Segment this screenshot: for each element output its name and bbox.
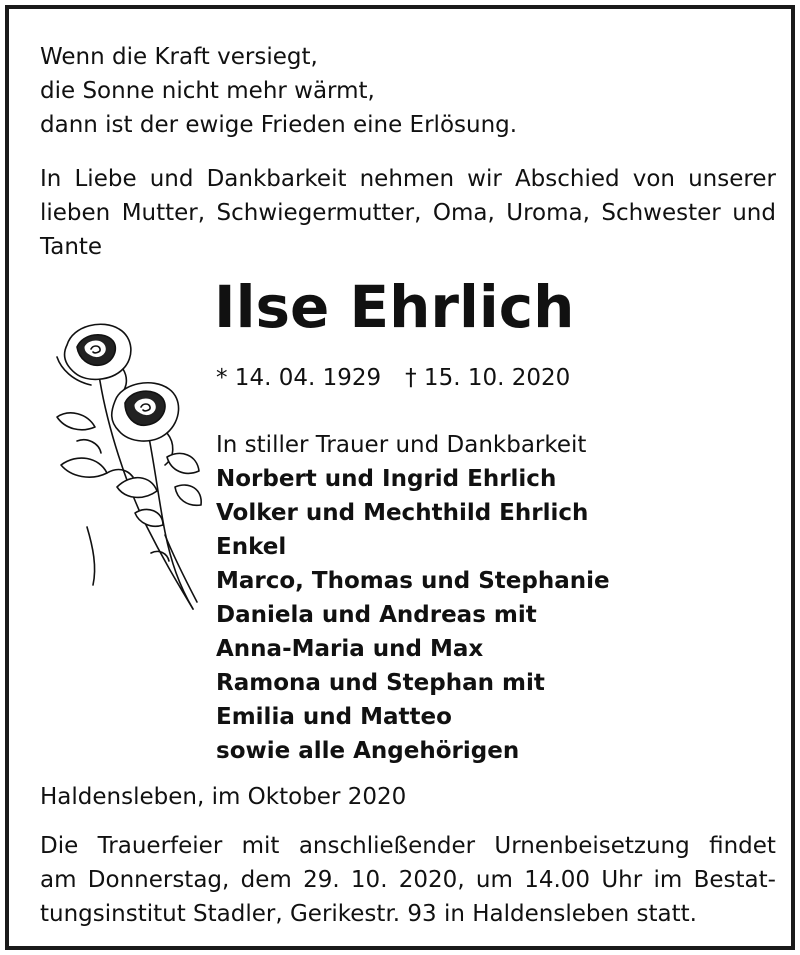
word: Oma, [432,200,495,226]
word: Donnerstag, [87,867,230,893]
leaf [61,458,107,477]
word: wir [467,166,502,192]
poem-line: dann ist der ewige Frieden eine Erlösung. [40,112,518,138]
word: Dankbarkeit [206,166,347,192]
word: mit [241,833,280,859]
word: 14.00 [524,867,591,893]
farewell-line-3: Tante [40,234,103,260]
word: und [149,166,194,192]
mourners [216,428,696,768]
mourner-line: Enkel [216,534,287,560]
rose-middle [112,383,179,465]
word: Mutter, [121,200,206,226]
word: Urnenbeisetzung [494,833,690,859]
place-and-date: Haldensleben, im Oktober 2020 [40,784,407,810]
mourner-line: sowie alle Angehörigen [216,738,520,764]
word: Die [40,833,79,859]
word: Schwiegermutter, [216,200,422,226]
word: anschließender [298,833,476,859]
rose-top [57,324,131,397]
word: 29. [303,867,340,893]
mourner-line: Emilia und Matteo [216,704,452,730]
word: im [653,867,683,893]
roses-icon [47,317,207,627]
word: Trauerfeier [97,833,223,859]
word: Uhr [601,867,643,893]
birth-date: * 14. 04. 1929 [216,365,382,391]
leaf [175,485,201,505]
service-line-2 [40,863,776,897]
poem-line: die Sonne nicht mehr wärmt, [40,78,375,104]
mourner-line: Anna-Maria und Max [216,636,484,662]
word: dem [240,867,292,893]
poem-line: Wenn die Kraft versiegt, [40,44,318,70]
word: Bestat- [693,867,776,893]
word: 10. [350,867,388,893]
farewell-line-1 [40,162,776,196]
service-line-3: tungsinstitut Stadler, Gerikestr. 93 in Haldensleben statt. [40,901,697,927]
word: 2020, [398,867,465,893]
word: findet [709,833,776,859]
word: Uroma, [506,200,590,226]
deceased-name: Ilse Ehrlich [214,273,575,341]
death-date: † 15. 10. 2020 [405,365,571,391]
leaf [57,413,95,430]
mourner-line: Norbert und Ingrid Ehrlich [216,466,557,492]
mourner-line: Volker und Mechthild Ehrlich [216,500,589,526]
word: um [475,867,513,893]
word: Abschied [514,166,620,192]
word: von [632,166,675,192]
word: und [732,200,776,226]
leaf [117,478,157,498]
farewell-line-2 [40,196,776,230]
leaf [167,453,199,473]
service-line-1 [40,829,776,863]
word: Schwester [601,200,721,226]
word: In [40,166,62,192]
word: am [40,867,77,893]
leaf [135,509,163,526]
poem [40,40,770,142]
mourners-intro: In stiller Trauer und Dankbarkeit [216,432,587,458]
obituary-card [5,5,795,950]
life-dates [216,361,570,395]
word: Liebe [74,166,137,192]
mourner-line: Daniela und Andreas mit [216,602,537,628]
word: nehmen [359,166,455,192]
word: unserer [688,166,776,192]
mourner-line: Ramona und Stephan mit [216,670,545,696]
word: lieben [40,200,111,226]
funeral-service-info [40,829,776,931]
farewell-text [40,162,776,264]
mourner-line: Marco, Thomas und Stephanie [216,568,610,594]
